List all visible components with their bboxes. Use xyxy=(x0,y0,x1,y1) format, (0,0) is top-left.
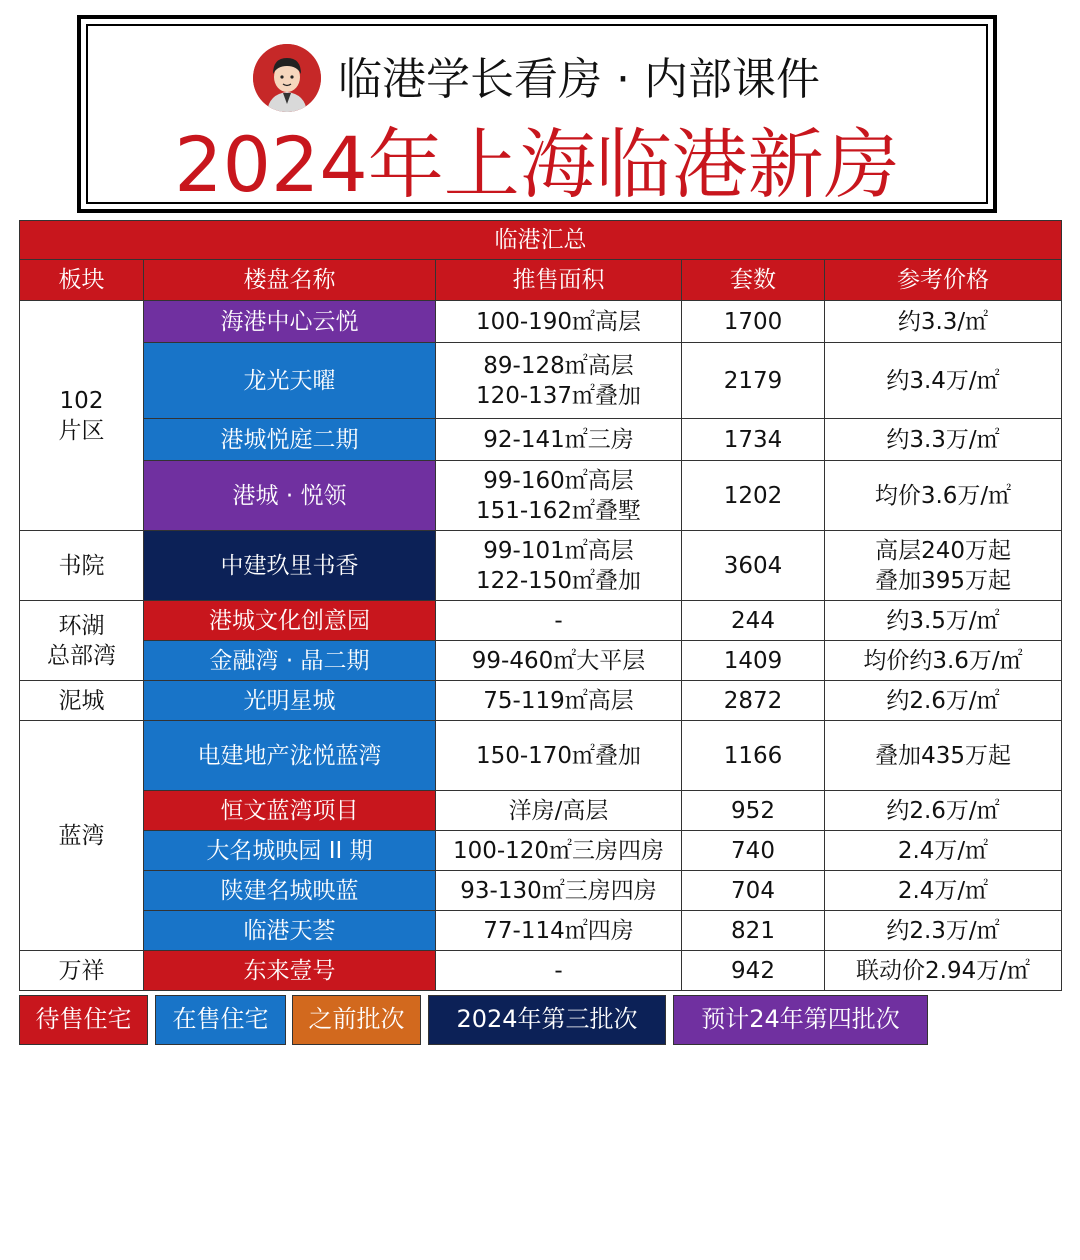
table-row xyxy=(20,951,1062,991)
cell-text-line: 环湖 xyxy=(58,612,105,639)
legend-item: 在售住宅 xyxy=(155,995,286,1045)
table-row xyxy=(20,871,1062,911)
cell-text-line: 约3.4万/㎡ xyxy=(886,367,1000,394)
area-cell xyxy=(436,531,682,601)
district-cell xyxy=(20,681,144,721)
table-row xyxy=(20,461,1062,531)
project-name-cell: 大名城映园 II 期 xyxy=(144,831,436,871)
table-row xyxy=(20,601,1062,641)
district-cell xyxy=(20,721,144,951)
cell-text-line: 联动价2.94万/㎡ xyxy=(856,957,1030,984)
project-name-cell: 电建地产泷悦蓝湾 xyxy=(144,721,436,791)
project-name-cell: 陕建名城映蓝 xyxy=(144,871,436,911)
units-cell: 2179 xyxy=(682,343,825,419)
units-cell: 1734 xyxy=(682,419,825,461)
price-cell xyxy=(825,681,1062,721)
title-banner xyxy=(77,15,997,213)
table-row xyxy=(20,831,1062,871)
cell-text-line: 150-170㎡叠加 xyxy=(475,742,642,769)
price-cell xyxy=(825,911,1062,951)
cell-text-line: 92-141㎡三房 xyxy=(483,426,634,453)
units-cell: 740 xyxy=(682,831,825,871)
cell-text-line: 99-160㎡高层 xyxy=(483,467,634,494)
cell-text-line: 2.4万/㎡ xyxy=(897,877,989,904)
area-cell xyxy=(436,681,682,721)
area-cell xyxy=(436,419,682,461)
cell-text-line: 2.4万/㎡ xyxy=(897,837,989,864)
area-cell xyxy=(436,831,682,871)
cell-text-line: 122-150㎡叠加 xyxy=(475,567,642,594)
cell-text-line: 89-128㎡高层 xyxy=(483,352,634,379)
cell-text-line: 77-114㎡四房 xyxy=(483,917,634,944)
legend-item: 2024年第三批次 xyxy=(428,995,666,1045)
units-cell: 1202 xyxy=(682,461,825,531)
legend-item: 待售住宅 xyxy=(19,995,148,1045)
units-cell: 244 xyxy=(682,601,825,641)
cell-text-line: 120-137㎡叠加 xyxy=(475,382,642,409)
table-row xyxy=(20,791,1062,831)
price-cell xyxy=(825,601,1062,641)
cell-text-line: 叠加435万起 xyxy=(875,742,1011,769)
cell-text-line: 约2.6万/㎡ xyxy=(886,797,1000,824)
column-header: 楼盘名称 xyxy=(144,260,436,301)
avatar-icon xyxy=(253,44,321,112)
price-cell xyxy=(825,951,1062,991)
column-header: 板块 xyxy=(20,260,144,301)
units-cell: 2872 xyxy=(682,681,825,721)
area-cell xyxy=(436,721,682,791)
cell-text-line: 约3.5万/㎡ xyxy=(886,607,1000,634)
project-name-cell: 海港中心云悦 xyxy=(144,301,436,343)
project-name-cell: 东来壹号 xyxy=(144,951,436,991)
area-cell xyxy=(436,461,682,531)
table-row xyxy=(20,911,1062,951)
units-cell: 942 xyxy=(682,951,825,991)
district-cell xyxy=(20,531,144,601)
area-cell xyxy=(436,951,682,991)
area-cell xyxy=(436,791,682,831)
cell-text-line: 片区 xyxy=(58,417,105,444)
cell-text-line: - xyxy=(554,957,563,984)
column-header: 推售面积 xyxy=(436,260,682,301)
price-cell xyxy=(825,871,1062,911)
table-row xyxy=(20,301,1062,343)
price-cell xyxy=(825,531,1062,601)
cell-text-line: 93-130㎡三房四房 xyxy=(460,877,657,904)
district-cell xyxy=(20,951,144,991)
area-cell xyxy=(436,911,682,951)
cell-text-line: 书院 xyxy=(58,552,105,579)
units-cell: 821 xyxy=(682,911,825,951)
table-row xyxy=(20,641,1062,681)
project-name-cell: 光明星城 xyxy=(144,681,436,721)
cell-text-line: 洋房/高层 xyxy=(508,797,609,824)
area-cell xyxy=(436,641,682,681)
units-cell: 1409 xyxy=(682,641,825,681)
cell-text-line: 高层240万起 xyxy=(875,537,1011,564)
project-name-cell: 临港天荟 xyxy=(144,911,436,951)
cell-text-line: 泥城 xyxy=(58,687,105,714)
cell-text-line: 约3.3/㎡ xyxy=(897,308,989,335)
price-cell xyxy=(825,831,1062,871)
district-cell xyxy=(20,301,144,531)
project-name-cell: 港城文化创意园 xyxy=(144,601,436,641)
project-name-cell: 恒文蓝湾项目 xyxy=(144,791,436,831)
table-row xyxy=(20,343,1062,419)
project-name-cell: 龙光天曜 xyxy=(144,343,436,419)
cell-text-line: 100-120㎡三房四房 xyxy=(452,837,665,864)
cell-text-line: 万祥 xyxy=(58,957,105,984)
cell-text-line: 99-460㎡大平层 xyxy=(471,647,646,674)
area-cell xyxy=(436,301,682,343)
cell-text-line: 151-162㎡叠墅 xyxy=(475,497,642,524)
legend-item: 之前批次 xyxy=(292,995,421,1045)
price-cell xyxy=(825,343,1062,419)
area-cell xyxy=(436,601,682,641)
project-name-cell: 中建玖里书香 xyxy=(144,531,436,601)
summary-table xyxy=(19,220,1062,991)
column-header: 套数 xyxy=(682,260,825,301)
cell-text-line: 75-119㎡高层 xyxy=(483,687,634,714)
project-name-cell: 港城悦庭二期 xyxy=(144,419,436,461)
cell-text-line: 蓝湾 xyxy=(58,822,105,849)
units-cell: 952 xyxy=(682,791,825,831)
table-row xyxy=(20,531,1062,601)
units-cell: 1166 xyxy=(682,721,825,791)
banner-inner-frame xyxy=(86,24,988,209)
price-cell xyxy=(825,641,1062,681)
cell-text-line: 约2.3万/㎡ xyxy=(886,917,1000,944)
area-cell xyxy=(436,871,682,911)
project-name-cell: 港城 · 悦领 xyxy=(144,461,436,531)
cell-text-line: 叠加395万起 xyxy=(875,567,1011,594)
price-cell xyxy=(825,419,1062,461)
area-cell xyxy=(436,343,682,419)
table-header-row xyxy=(20,260,1062,301)
cell-text-line: 102 xyxy=(59,387,104,414)
units-cell: 1700 xyxy=(682,301,825,343)
cell-text-line: 均价约3.6万/㎡ xyxy=(863,647,1023,674)
legend-item: 预计24年第四批次 xyxy=(673,995,928,1045)
price-cell xyxy=(825,301,1062,343)
units-cell: 3604 xyxy=(682,531,825,601)
price-cell xyxy=(825,721,1062,791)
units-cell: 704 xyxy=(682,871,825,911)
table-row xyxy=(20,681,1062,721)
table-row xyxy=(20,721,1062,791)
banner-subtitle: 临港学长看房 · 内部课件 xyxy=(338,54,820,105)
cell-text-line: 总部湾 xyxy=(47,642,116,669)
table-caption-row xyxy=(20,221,1062,260)
district-cell xyxy=(20,601,144,681)
price-cell xyxy=(825,461,1062,531)
banner-title: 2024年上海临港新房 xyxy=(174,120,900,209)
cell-text-line: 100-190㎡高层 xyxy=(475,308,642,335)
cell-text-line: 均价3.6万/㎡ xyxy=(874,482,1012,509)
cell-text-line: 99-101㎡高层 xyxy=(483,537,634,564)
table-row xyxy=(20,419,1062,461)
cell-text-line: - xyxy=(554,607,563,634)
project-name-cell: 金融湾 · 晶二期 xyxy=(144,641,436,681)
column-header: 参考价格 xyxy=(825,260,1062,301)
cell-text-line: 约2.6万/㎡ xyxy=(886,687,1000,714)
table-caption: 临港汇总 xyxy=(20,221,1062,260)
cell-text-line: 约3.3万/㎡ xyxy=(886,426,1000,453)
price-cell xyxy=(825,791,1062,831)
